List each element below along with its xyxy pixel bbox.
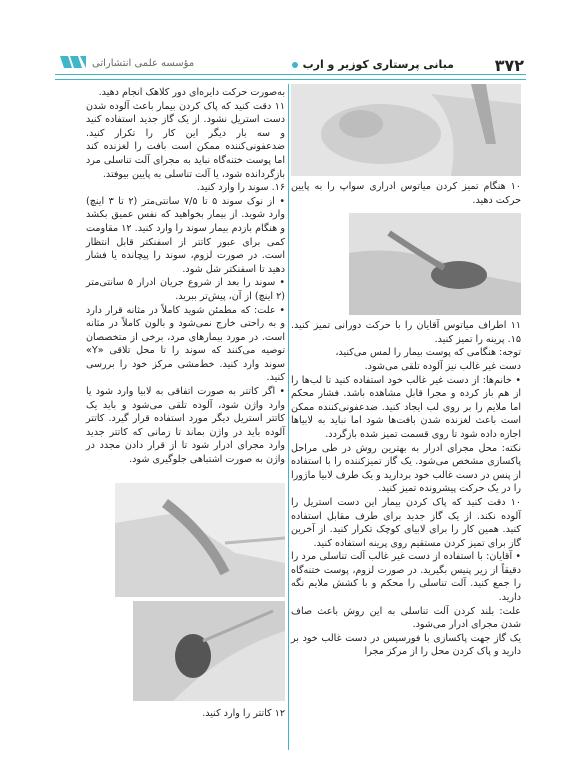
photo-catheter-insert-1 [115,483,285,597]
body-text-line: یک گاز جهت پاکسازی با فورسپس در دست غالب خود بر دارید و پاک کردن محل را از مرکز مجرا [291,632,521,658]
right-column [291,84,521,659]
photo-catheter-insert-2 [133,601,285,701]
book-title: مبانی پرستاری کوزیر و ارب [292,58,454,71]
body-text-step-11: ۱۱ دقت کنید که پاک کردن بیمار باعث آلوده شدن دست استریل نشود. از یک گاز جدید استفاده کنید و سه بار دیگر این کار را تکرار کنید. ضدعفونی‌کننده ممکن است بافت را لغزنده کند اما پوست ختنه‌گاه نباید به مجرای آلت تناسلی مرد بازگردانده شود، یا آلت تناسلی به پایین بیوفتد. [86,100,285,180]
body-text-women: • خانم‌ها: از دست غیر غالب خود استفاده کنید تا لب‌ها را از هم باز کرده و مجرا قابل مشاهده باشد. فشار محکم اما ملایم را بر روی لب ایجاد کنید. ضدعفونی‌کننده ممکن است باعث لغزنده شدن بافت‌ها شود اما نباید به لابیاها اجازه داده شود تا روی قسمت تمیز شده بازگردد. [291,374,521,440]
body-text-men: • آقایان: با استفاده از دست غیر غالب آلت تناسلی مرد را دقیقاً از زیر پنیس بگیرید. در صورت لزوم، پوست ختنه‌گاه را جمع کنید. آلت تناسلی را محکم و با کشش ملایم نگه دارید. [291,551,521,604]
body-text-line: به‌صورت حرکت دایره‌ای دور کلاهک انجام دهید. [98,87,285,98]
body-text-step-16: ۱۶. سوند را وارد کنید. [196,182,285,194]
header-rule [55,74,526,80]
body-text-vagina: • اگر کاتتر به صورت اتفاقی به لابیا وارد شود یا وارد واژن شود، آلوده تلقی می‌شود و باید یک کاتتر استریل دیگر مورد استفاده قرار گیرد. کاتتر آلوده باید در واژن بماند تا زمانی که کاتتر جدید وارد مجرای ادرار شود تا از قرار دادن مجدد در واژن به صورت اشتباهی جلوگیری شود. [86,386,285,466]
body-text-line: توجه: هنگامی که پوست بیمار را لمس می‌کنید، [335,347,521,359]
figure-caption-12: ۱۲ کاتتر را وارد کنید. [202,707,285,719]
body-text-reason: • علت: که مطمئن شوید کاملاً در مثانه قرار دارد و به راحتی خارج نمی‌شود و بالون کاملاً در مثانه است. در مورد بیمارهای مرد، برخی از متخصصان توصیه می‌کنند که سوند را تا محل تلاقی «Y» سوند وارد کنید. خط‌مشی مرکز خود را بررسی کنید. [86,304,285,384]
photo-male-meatus [349,213,521,315]
figure-caption-11: ۱۱ اطراف میاتوس آقایان را با حرکت دورانی تمیز کنید. ۱۵. پرینه را تمیز کنید. [291,320,521,345]
body-text-insert: • از نوک سوند ۵ تا ۷/۵ سانتی‌متر (۲ تا ۳ اینچ) وارد شوید. از بیمار بخواهید که نفس عمیق بکشد و هنگام بازدم بیمار سوند را وارد کنید. ۱۲ مقاومت کمی برای عبور کاتتر از اسفنکتر قابل انتظار است. در صورت لزوم، سوند را پیچانده یا فشار دهید تا اسفنکتر شل شود. [86,195,285,275]
column-divider [288,84,289,750]
body-text-note: نکته: محل مجرای ادرار به بهترین روش در طی مراحل پاکسازی مشخص می‌شود. یک گاز تمیزکننده را با استفاده از پنس در دست غالب خود بردارید و یک طرف لابیا ماژورا را در یک حرکت پیشرونده تمیز کنید. [291,442,521,495]
body-text-line: دست غیر غالب نیز آلوده تلقی می‌شود. [364,360,521,372]
photo-meatus-cleaning [291,84,521,176]
body-text-reason: علت: بلند کردن آلت تناسلی به این روش باعث صاف شدن مجرای ادرار می‌شود. [291,605,521,631]
figure-caption-10: ۱۰ هنگام تمیز کردن میاتوس ادراری سواپ را به پایین حرکت دهید. [291,181,521,206]
page-number: ۳۷۲ [494,56,524,75]
body-text-advance: • سوند را بعد از شروع جریان ادرار ۵ سانتی‌متر (۲ اینچ) از آن، پیش‌تر ببرید. [86,277,286,302]
body-text-step-10: ۱۰ دقت کنید که پاک کردن بیمار این دست استریل را آلوده نکند. از یک گاز جدید برای طرف مقابل استفاده کنید. همین کار را برای لابیای کوچک تکرار کنید. از آخرین گاز برای تمیز کردن مستقیم روی پرینه استفاده کنید. [291,496,521,549]
page-header [0,0,562,78]
publisher-logo-icon [58,52,88,72]
publisher-name: مؤسسه علمی انتشاراتی [92,58,195,69]
left-column [86,86,285,720]
